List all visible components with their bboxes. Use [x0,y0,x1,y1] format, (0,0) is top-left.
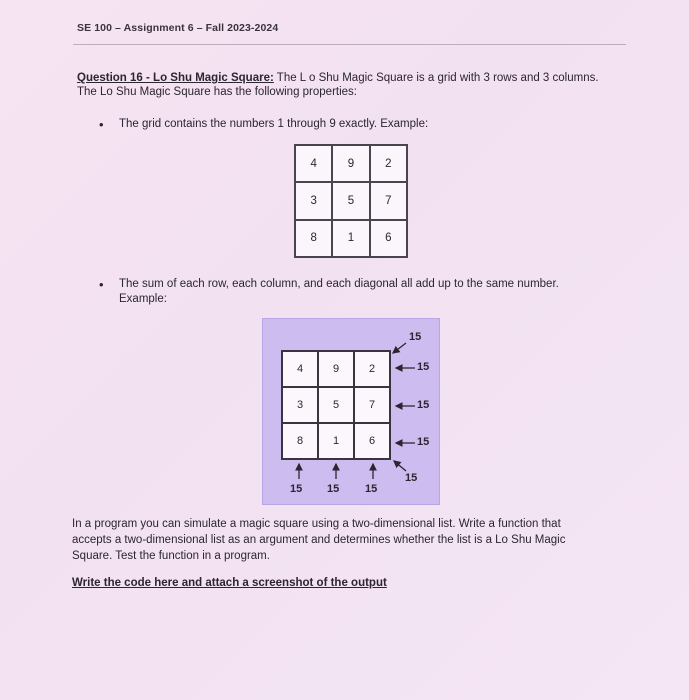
row-sum-3: 15 [417,436,430,448]
magic-square-sums-figure [262,318,440,505]
grid-cell: 6 [354,423,390,459]
magic-square-example-grid [294,144,408,258]
grid-cell: 3 [282,387,318,423]
column-sum-2: 15 [327,483,340,495]
bullet-2-line-2: Example: [119,293,167,305]
bullet-item-2 [99,277,599,307]
grid-cell: 8 [295,220,332,257]
task-paragraph-line-1: In a program you can simulate a magic square using a two-dimensional list. Write a function that [72,518,561,530]
column-sum-3: 15 [365,483,378,495]
bullet-2-line-1: The sum of each row, each column, and each diagonal all add up to the same number. [119,278,559,290]
write-code-instruction: Write the code here and attach a screenshot of the output [72,577,387,589]
task-paragraph [72,516,617,564]
question-intro-text: The L o Shu Magic Square is a grid with 3 rows and 3 columns. [273,72,599,84]
magic-square-sums-grid [281,350,391,460]
grid-cell: 6 [370,220,407,257]
grid-cell: 7 [354,387,390,423]
bullet-1-text: The grid contains the numbers 1 through 9 exactly. Example: [119,118,429,130]
grid-cell: 9 [332,145,369,182]
grid-cell: 4 [295,145,332,182]
grid-cell: 9 [318,351,354,387]
grid-cell: 5 [332,182,369,219]
grid-cell: 1 [332,220,369,257]
grid-cell: 2 [370,145,407,182]
grid-cell: 4 [282,351,318,387]
bullet-dot-icon: • [99,277,104,292]
question-title: Question 16 - Lo Shu Magic Square: [77,72,274,84]
header-divider [73,44,626,45]
grid-cell: 3 [295,182,332,219]
row-sum-1: 15 [417,361,430,373]
bullet-item-1 [99,117,599,132]
grid-cell: 7 [370,182,407,219]
grid-cell: 8 [282,423,318,459]
assignment-header: SE 100 – Assignment 6 – Fall 2023-2024 [77,22,279,34]
diagonal-sum-top: 15 [409,331,422,343]
bullet-dot-icon: • [99,117,104,132]
question-intro-line-2: The Lo Shu Magic Square has the following properties: [77,86,357,98]
diagonal-sum-bottom: 15 [405,472,418,484]
question-intro-line-1 [77,70,637,86]
grid-cell: 1 [318,423,354,459]
row-sum-2: 15 [417,399,430,411]
column-sum-1: 15 [290,483,303,495]
grid-cell: 5 [318,387,354,423]
grid-cell: 2 [354,351,390,387]
task-paragraph-line-3: Square. Test the function in a program. [72,550,270,562]
task-paragraph-line-2: accepts a two-dimensional list as an argument and determines whether the list is a Lo Shu Magic [72,534,566,546]
